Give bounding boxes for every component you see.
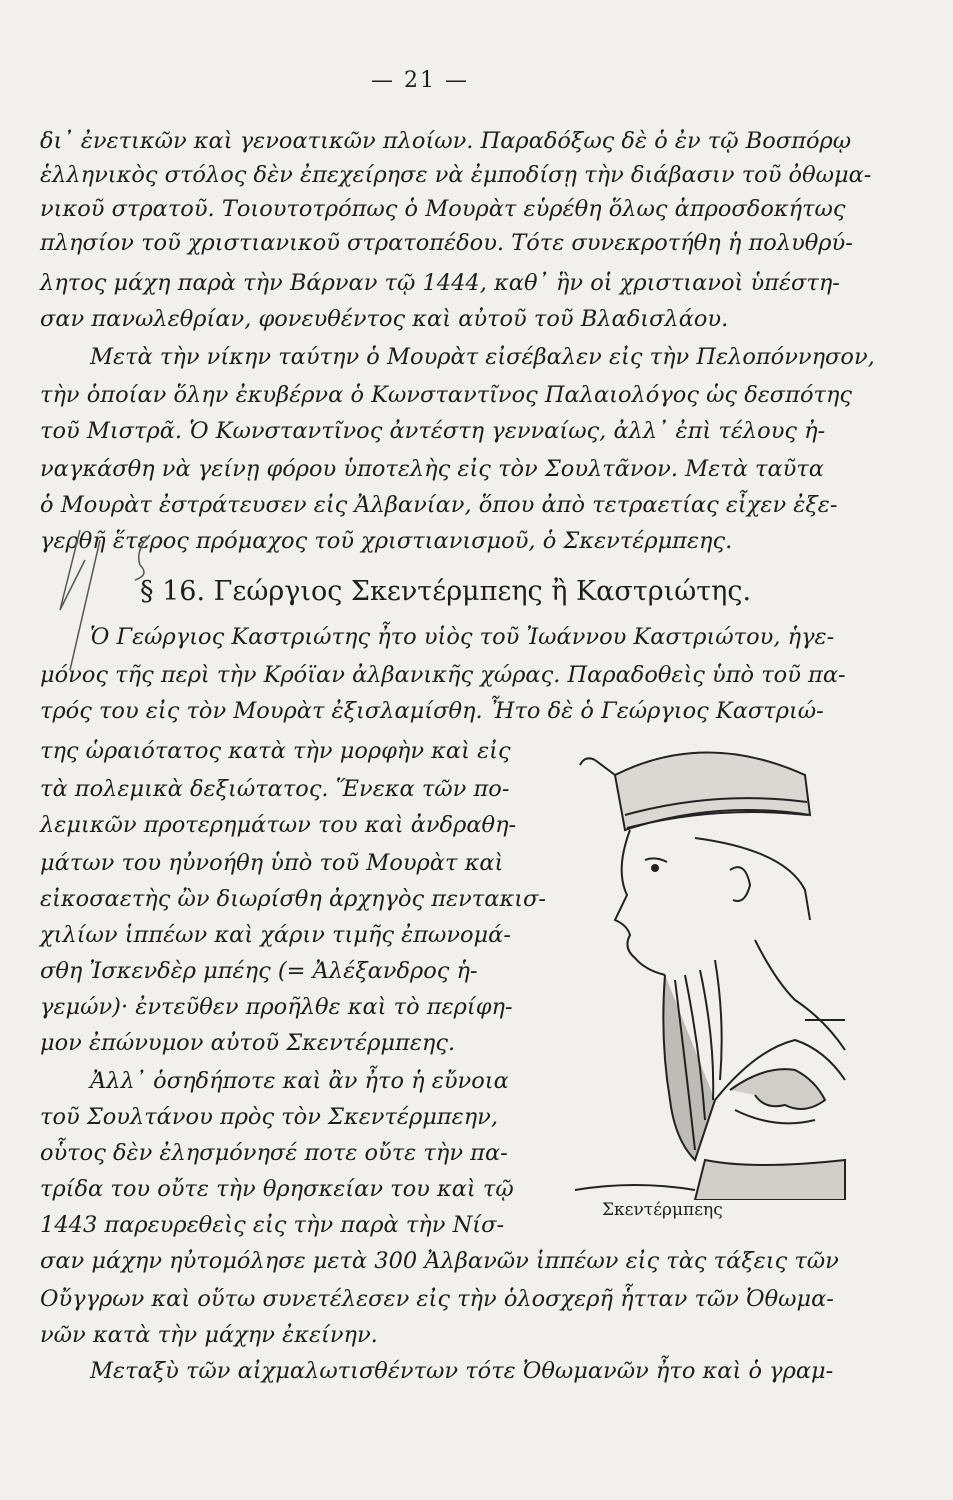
portrait-caption: Σκεντέρμπεης (602, 1200, 723, 1220)
text-line: λεμικῶν προτερημάτων του καὶ ἀνδραθη- (40, 812, 517, 838)
text-line: Οὔγγρων καὶ οὕτω συνετέλεσεν εἰς τὴν ὁλοσχερῆ ἧτταν τῶν Ὀθωμα- (40, 1286, 834, 1312)
text-line: τοῦ Μιστρᾶ. Ὁ Κωνσταντῖνος ἀντέστη γενναίως, ἀλλ᾽ ἐπὶ τέλους ἠ- (40, 418, 826, 444)
section-heading: § 16. Γεώργιος Σκεντέρμπεης ἢ Καστριώτης. (140, 576, 752, 607)
text-line: λητος μάχη παρὰ τὴν Βάρναν τῷ 1444, καθ᾽ ἣν οἱ χριστιανοὶ ὑπέστη- (40, 270, 840, 296)
text-line: τοῦ Σουλτάνου πρὸς τὸν Σκεντέρμπεην, (40, 1104, 499, 1130)
text-line: Μετὰ τὴν νίκην ταύτην ὁ Μουρὰτ εἰσέβαλεν εἰς τὴν Πελοπόννησον, (90, 344, 875, 370)
text-line: Μεταξὺ τῶν αἰχμαλωτισθέντων τότε Ὀθωμανῶν ἦτο καὶ ὁ γραμ- (90, 1358, 834, 1384)
text-line: τρίδα του οὔτε τὴν θρησκείαν του καὶ τῷ (40, 1176, 514, 1202)
text-line: μόνος τῆς περὶ τὴν Κρόϊαν ἀλβανικῆς χώρας. Παραδοθεὶς ὑπὸ τοῦ πα- (40, 662, 846, 688)
text-line: πλησίον τοῦ χριστιανικοῦ στρατοπέδου. Τότε συνεκροτήθη ἡ πολυθρύ- (40, 230, 853, 256)
text-line: μάτων του ηὐνοήθη ὑπὸ τοῦ Μουρὰτ καὶ (40, 850, 504, 876)
text-line: χιλίων ἱππέων καὶ χάριν τιμῆς ἐπωνομά- (40, 922, 511, 948)
text-line: νῶν κατὰ τὴν μάχην ἐκείνην. (40, 1322, 378, 1348)
text-line: τρός του εἰς τὸν Μουρὰτ ἐξισλαμίσθη. Ἦτο δὲ ὁ Γεώργιος Καστριώ- (40, 698, 824, 724)
text-line: γεμών)· ἐντεῦθεν προῆλθε καὶ τὸ περίφη- (40, 994, 513, 1020)
text-line: ναγκάσθη νὰ γείνῃ φόρου ὑποτελὴς εἰς τὸν Σουλτᾶνον. Μετὰ ταῦτα (40, 456, 824, 482)
text-line: εἰκοσαετὴς ὢν διωρίσθη ἀρχηγὸς πεντακισ- (40, 886, 546, 912)
text-line: σαν πανωλεθρίαν, φονευθέντος καὶ αὐτοῦ τοῦ Βλαδισλάου. (40, 306, 729, 332)
text-line: σθη Ἰσκενδὲρ μπέης (= Ἀλέξανδρος ἡ- (40, 958, 478, 984)
text-line: μον ἐπώνυμον αὐτοῦ Σκεντέρμπεης. (40, 1030, 456, 1056)
text-line: δι᾽ ἐνετικῶν καὶ γενοατικῶν πλοίων. Παραδόξως δὲ ὁ ἐν τῷ Βοσπόρῳ (40, 128, 852, 154)
text-line: νικοῦ στρατοῦ. Τοιουτοτρόπως ὁ Μουρὰτ εὑρέθη ὅλως ἀπροσδοκήτως (40, 196, 846, 222)
text-line: τὴν ὁποίαν ὅλην ἐκυβέρνα ὁ Κωνσταντῖνος Παλαιολόγος ὡς δεσπότης (40, 382, 853, 408)
text-line: οὗτος δὲν ἐλησμόνησέ ποτε οὔτε τὴν πα- (40, 1140, 508, 1166)
text-line: ὁ Μουρὰτ ἐστράτευσεν εἰς Ἀλβανίαν, ὅπου ἀπὸ τετραετίας εἶχεν ἐξε- (40, 492, 838, 518)
text-line: γερθῆ ἕτερος πρόμαχος τοῦ χριστιανισμοῦ, ὁ Σκεντέρμπεης. (40, 528, 733, 554)
page-number: — 21 — (371, 68, 469, 93)
text-line: της ὡραιότατος κατὰ τὴν μορφὴν καὶ εἰς (40, 738, 511, 764)
text-line: σαν μάχην ηὐτομόλησε μετὰ 300 Ἀλβανῶν ἱππέων εἰς τὰς τάξεις τῶν (40, 1248, 839, 1274)
text-line: 1443 παρευρεθεὶς εἰς τὴν παρὰ τὴν Νίσ- (40, 1212, 505, 1238)
text-line: τὰ πολεμικὰ δεξιώτατος. Ἕνεκα τῶν πο- (40, 776, 510, 802)
text-line: Ὁ Γεώργιος Καστριώτης ἦτο υἱὸς τοῦ Ἰωάννου Καστριώτου, ἡγε- (90, 624, 835, 650)
skanderbeg-portrait (555, 720, 855, 1200)
text-line: Ἀλλ᾽ ὁσηδήποτε καὶ ἂν ἦτο ἡ εὔνοια (90, 1068, 509, 1094)
text-line: ἑλληνικὸς στόλος δὲν ἐπεχείρησε νὰ ἐμποδίσῃ τὴν διάβασιν τοῦ ὀθωμα- (40, 162, 872, 188)
handwritten-margin-mark (40, 520, 160, 680)
